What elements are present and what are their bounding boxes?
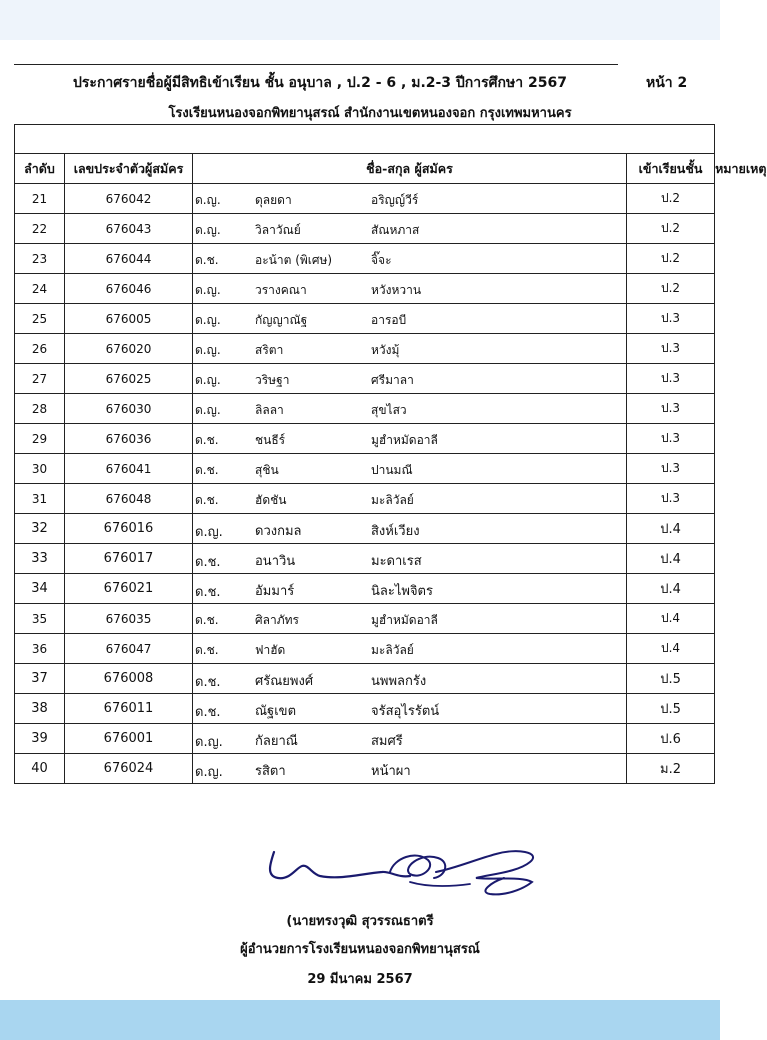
- table-row: [15, 334, 715, 364]
- row-no: 23: [15, 244, 65, 274]
- signature-image: [260, 838, 550, 900]
- col-header-name: ชื่อ-สกุล ผู้สมัคร: [193, 154, 627, 184]
- applicant-name: [193, 364, 627, 394]
- row-no: 26: [15, 334, 65, 364]
- last-name: นิละไพจิตร: [371, 584, 433, 599]
- last-name: อารอบี: [371, 313, 407, 327]
- row-no: 36: [15, 634, 65, 664]
- grade: ม.2: [627, 754, 715, 784]
- row-no: 38: [15, 694, 65, 724]
- table-row: [15, 274, 715, 304]
- page-number: หน้า 2: [646, 75, 688, 91]
- row-no: 32: [15, 514, 65, 544]
- first-name: ศิลาภัทร: [255, 613, 299, 627]
- applicant-id: 676011: [65, 694, 193, 724]
- row-no: 21: [15, 184, 65, 214]
- applicant-name: [193, 544, 627, 574]
- grade: ป.5: [627, 694, 715, 724]
- grade: ป.3: [627, 484, 715, 514]
- applicant-name: [193, 664, 627, 694]
- header-rule: [14, 64, 618, 65]
- applicant-name: [193, 724, 627, 754]
- name-title: ด.ช.: [195, 463, 219, 477]
- applicant-name: [193, 184, 627, 214]
- applicant-name: [193, 244, 627, 274]
- last-name: อริญญ์วีร์: [371, 193, 419, 207]
- first-name: วรางคณา: [255, 283, 307, 297]
- name-title: ด.ญ.: [195, 403, 221, 417]
- table-row: [15, 244, 715, 274]
- row-no: 25: [15, 304, 65, 334]
- applicant-id: 676036: [65, 424, 193, 454]
- name-title: ด.ญ.: [195, 313, 221, 327]
- table-row: [15, 604, 715, 634]
- applicant-id: 676048: [65, 484, 193, 514]
- table-row: [15, 364, 715, 394]
- applicant-name: [193, 574, 627, 604]
- name-title: ด.ญ.: [195, 765, 223, 780]
- grade: ป.4: [627, 574, 715, 604]
- table-row: [15, 394, 715, 424]
- grade: ป.6: [627, 724, 715, 754]
- grade: ป.3: [627, 364, 715, 394]
- name-title: ด.ญ.: [195, 373, 221, 387]
- name-title: ด.ญ.: [195, 525, 223, 540]
- signature-date: 29 มีนาคม 2567: [307, 972, 413, 987]
- table-row: [15, 454, 715, 484]
- table-row: [15, 694, 715, 724]
- grade: ป.3: [627, 454, 715, 484]
- applicant-id: 676020: [65, 334, 193, 364]
- last-name: จิ๊จะ: [371, 253, 392, 267]
- first-name: ดวงกมล: [255, 524, 302, 539]
- table-row: [15, 724, 715, 754]
- grade: ป.3: [627, 334, 715, 364]
- last-name: สุขไสว: [371, 403, 407, 417]
- row-no: 37: [15, 664, 65, 694]
- applicant-name: [193, 754, 627, 784]
- bottom-band: [0, 1000, 720, 1040]
- grade: ป.2: [627, 244, 715, 274]
- applicant-name: [193, 304, 627, 334]
- table-row: [15, 754, 715, 784]
- applicant-name: [193, 334, 627, 364]
- grade: ป.4: [627, 634, 715, 664]
- applicant-name: [193, 694, 627, 724]
- grade: ป.3: [627, 424, 715, 454]
- applicant-name: [193, 274, 627, 304]
- applicant-name: [193, 634, 627, 664]
- grade: ป.3: [627, 304, 715, 334]
- col-header-no: ลำดับ: [15, 154, 65, 184]
- first-name: วิลาวัณย์: [255, 223, 301, 237]
- grade: ป.2: [627, 274, 715, 304]
- applicant-id: 676025: [65, 364, 193, 394]
- grade: ป.2: [627, 214, 715, 244]
- applicant-id: 676005: [65, 304, 193, 334]
- grade: ป.5: [627, 664, 715, 694]
- last-name: มูฮำหมัดอาลี: [371, 433, 438, 447]
- row-no: 28: [15, 394, 65, 424]
- last-name: มะลิวัลย์: [371, 493, 414, 507]
- first-name: สุชิน: [255, 463, 279, 477]
- grade: ป.4: [627, 514, 715, 544]
- table-row: [15, 184, 715, 214]
- applicant-name: [193, 604, 627, 634]
- name-title: ด.ช.: [195, 493, 219, 507]
- grade: ป.2: [627, 184, 715, 214]
- row-no: 40: [15, 754, 65, 784]
- table-body: [15, 184, 715, 784]
- name-title: ด.ช.: [195, 433, 219, 447]
- last-name: ปานมณี: [371, 463, 413, 477]
- last-name: หวังหวาน: [371, 283, 422, 297]
- name-title: ด.ช.: [195, 555, 221, 570]
- table-row: [15, 484, 715, 514]
- signer-name: (นายทรงวุฒิ สุวรรณธาตรี: [286, 914, 434, 929]
- row-no: 33: [15, 544, 65, 574]
- applicant-id: 676042: [65, 184, 193, 214]
- last-name: มูฮำหมัดอาลี: [371, 613, 438, 627]
- name-title: ด.ญ.: [195, 283, 221, 297]
- applicant-id: 676047: [65, 634, 193, 664]
- first-name: ศรัณยพงศ์: [255, 674, 314, 689]
- table-row: [15, 634, 715, 664]
- last-name: สิงห์เวียง: [371, 524, 420, 539]
- last-name: ศรีมาลา: [371, 373, 414, 387]
- col-header-grade: เข้าเรียนชั้น: [627, 154, 715, 184]
- school-name: โรงเรียนหนองจอกพิทยานุสรณ์ สำนักงานเขตหนองจอก กรุงเทพมหานคร: [168, 106, 572, 121]
- table-header-row: ลำดับ เลขประจำตัวผู้สมัคร ชื่อ-สกุล ผู้สมัคร เข้าเรียนชั้น หมายเหตุ: [15, 154, 715, 184]
- name-title: ด.ช.: [195, 705, 221, 720]
- last-name: สมศรี: [371, 734, 403, 749]
- name-title: ด.ช.: [195, 253, 219, 267]
- grade: ป.3: [627, 394, 715, 424]
- first-name: อนาวิน: [255, 554, 296, 569]
- applicant-id: 676001: [65, 724, 193, 754]
- name-title: ด.ช.: [195, 643, 219, 657]
- applicant-name: [193, 214, 627, 244]
- first-name: อัมมาร์: [255, 584, 295, 599]
- table-row: [15, 514, 715, 544]
- applicant-id: 676017: [65, 544, 193, 574]
- row-no: 24: [15, 274, 65, 304]
- top-band: [0, 0, 720, 40]
- row-no: 35: [15, 604, 65, 634]
- applicant-id: 676008: [65, 664, 193, 694]
- name-title: ด.ญ.: [195, 735, 223, 750]
- applicant-id: 676046: [65, 274, 193, 304]
- grade: ป.4: [627, 544, 715, 574]
- first-name: กัญญาณัฐ: [255, 313, 308, 327]
- table-blank-row: [15, 125, 715, 154]
- last-name: หวังมุ้: [371, 343, 400, 357]
- last-name: มะลิวัลย์: [371, 643, 414, 657]
- announcement-title: ประกาศรายชื่อผู้มีสิทธิเข้าเรียน ชั้น อนุบาล , ป.2 - 6 , ม.2-3 ปีการศึกษา 2567: [73, 75, 567, 91]
- first-name: สริตา: [255, 343, 284, 357]
- row-no: 34: [15, 574, 65, 604]
- table-row: [15, 214, 715, 244]
- name-title: ด.ญ.: [195, 343, 221, 357]
- applicant-id: 676041: [65, 454, 193, 484]
- last-name: มะดาเรส: [371, 554, 422, 569]
- first-name: กัลยาณี: [255, 734, 298, 749]
- row-no: 29: [15, 424, 65, 454]
- last-name: นพพลกรัง: [371, 674, 427, 689]
- row-no: 30: [15, 454, 65, 484]
- applicant-id: 676035: [65, 604, 193, 634]
- name-title: ด.ช.: [195, 585, 221, 600]
- applicant-name: [193, 424, 627, 454]
- applicant-name: [193, 394, 627, 424]
- name-title: ด.ช.: [195, 675, 221, 690]
- applicant-name: [193, 454, 627, 484]
- grade: ป.4: [627, 604, 715, 634]
- table-row: [15, 304, 715, 334]
- name-title: ด.ญ.: [195, 223, 221, 237]
- table-row: [15, 544, 715, 574]
- row-no: 27: [15, 364, 65, 394]
- signer-position: ผู้อำนวยการโรงเรียนหนองจอกพิทยานุสรณ์: [240, 942, 480, 957]
- first-name: ชนธีร์: [255, 433, 286, 447]
- applicant-name: [193, 484, 627, 514]
- first-name: ลิลลา: [255, 403, 284, 417]
- first-name: ฮัดชัน: [255, 493, 287, 507]
- applicant-id: 676016: [65, 514, 193, 544]
- table-row: [15, 424, 715, 454]
- applicant-name: [193, 514, 627, 544]
- applicant-id: 676043: [65, 214, 193, 244]
- name-title: ด.ช.: [195, 613, 219, 627]
- table-row: [15, 574, 715, 604]
- first-name: อะน้าต (พิเศษ): [255, 253, 333, 267]
- first-name: ดุลยดา: [255, 193, 292, 207]
- last-name: สัณหภาส: [371, 223, 420, 237]
- name-title: ด.ญ.: [195, 193, 221, 207]
- row-no: 31: [15, 484, 65, 514]
- applicant-table: [14, 124, 767, 784]
- table-row: [15, 664, 715, 694]
- first-name: ฟาฮัด: [255, 643, 286, 657]
- first-name: ณัฐเขต: [255, 704, 297, 719]
- first-name: รสิตา: [255, 764, 286, 779]
- last-name: หน้าผา: [371, 764, 411, 779]
- col-header-id: เลขประจำตัวผู้สมัคร: [65, 154, 193, 184]
- applicant-id: 676044: [65, 244, 193, 274]
- row-no: 22: [15, 214, 65, 244]
- applicant-id: 676021: [65, 574, 193, 604]
- first-name: วริษฐา: [255, 373, 290, 387]
- applicant-id: 676030: [65, 394, 193, 424]
- last-name: จรัสอุไรรัตน์: [371, 704, 440, 719]
- applicant-id: 676024: [65, 754, 193, 784]
- row-no: 39: [15, 724, 65, 754]
